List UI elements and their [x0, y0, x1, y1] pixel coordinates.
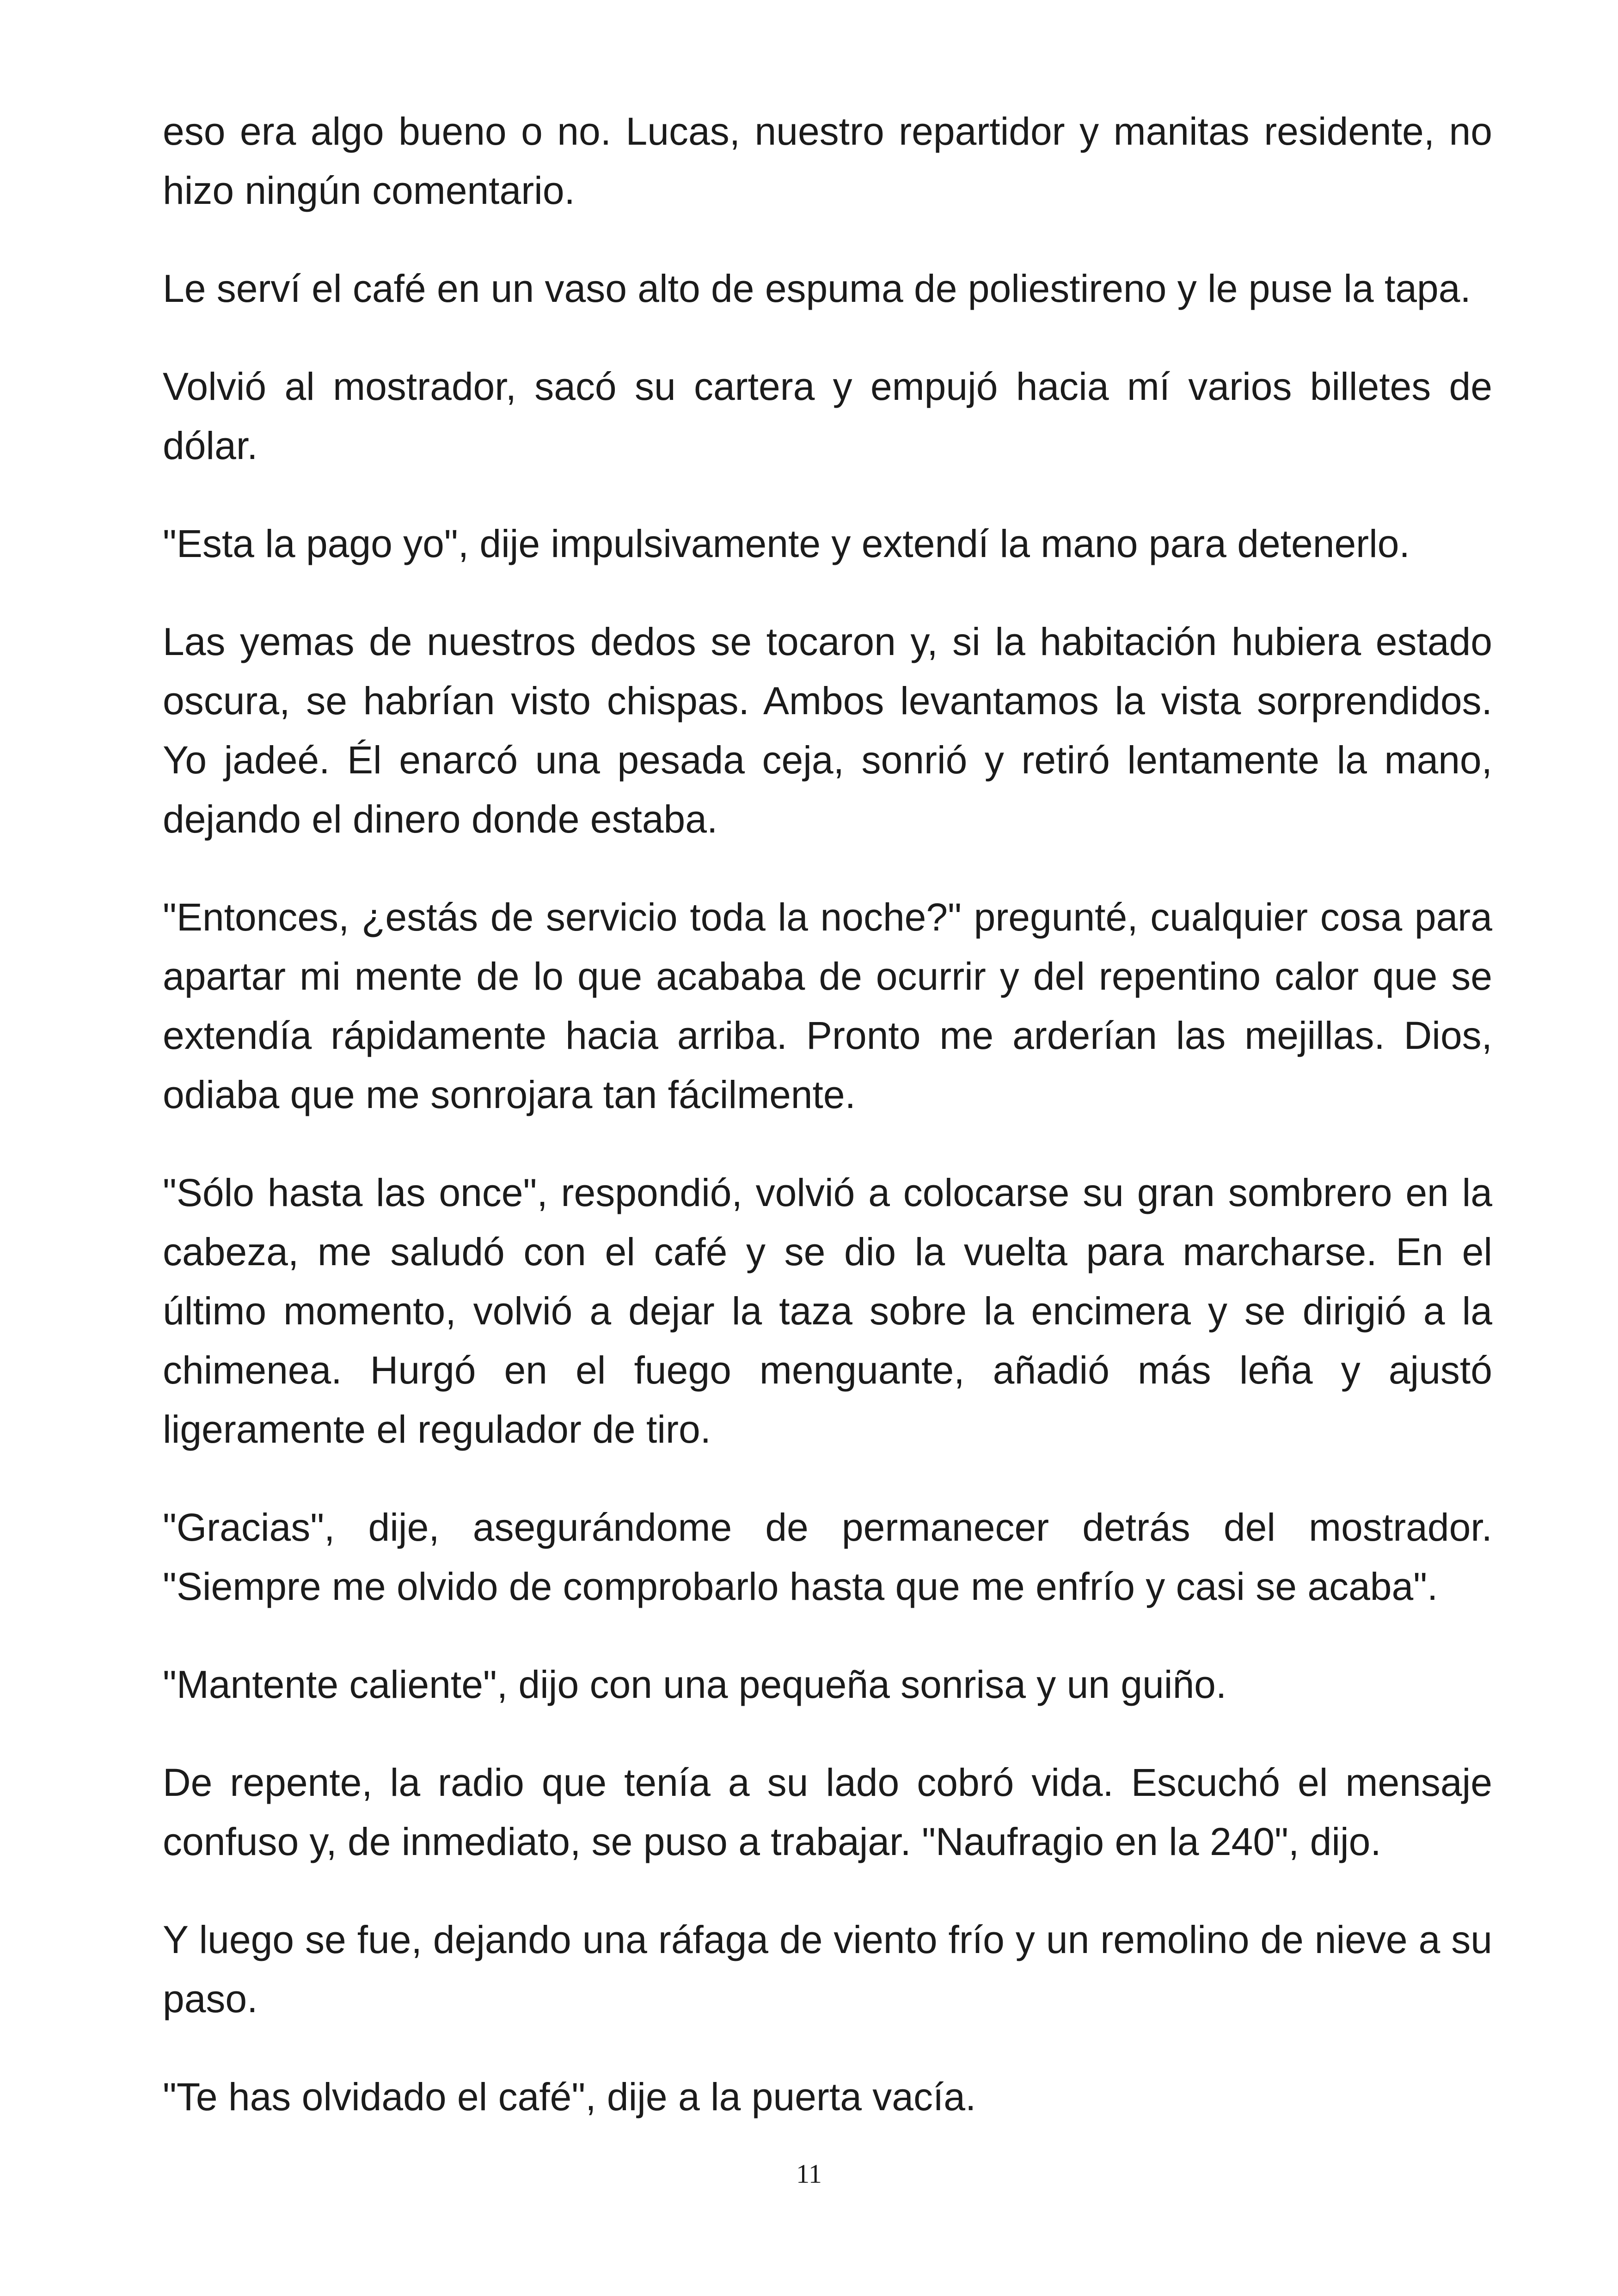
paragraph: "Entonces, ¿estás de servicio toda la noche?" pregunté, cualquier cosa para apartar mi mente de lo que acababa de ocurrir y del repentino calor que se extendía rápidamente hacia arriba. Pronto me arderían las mejillas. Dios, odiaba que me sonrojara tan fácilmente.	[163, 895, 1492, 1116]
paragraph: "Mantente caliente", dijo con una pequeña sonrisa y un guiño.	[163, 1663, 1227, 1706]
paragraph: Le serví el café en un vaso alto de espuma de poliestireno y le puse la tapa.	[163, 267, 1471, 310]
paragraph: "Esta la pago yo", dije impulsivamente y extendí la mano para detenerlo.	[163, 522, 1410, 565]
page-number: 11	[796, 2159, 822, 2189]
paragraph: De repente, la radio que tenía a su lado cobró vida. Escuchó el mensaje confuso y, de inmediato, se puso a trabajar. "Naufragio en la 240", dijo.	[163, 1761, 1492, 1863]
paragraph: "Sólo hasta las once", respondió, volvió a colocarse su gran sombrero en la cabeza, me saludó con el café y se dio la vuelta para marcharse. En el último momento, volvió a dejar la taza sobre la encimera y se dirigió a la chimenea. Hurgó en el fuego menguante, añadió más leña y ajustó ligeramente el regulador de tiro.	[163, 1171, 1492, 1451]
paragraph: Volvió al mostrador, sacó su cartera y empujó hacia mí varios billetes de dólar.	[163, 365, 1492, 467]
paragraph: "Te has olvidado el café", dije a la puerta vacía.	[163, 2075, 976, 2118]
paragraph: "Gracias", dije, asegurándome de permanecer detrás del mostrador. "Siempre me olvido de comprobarlo hasta que me enfrío y casi se acaba".	[163, 1506, 1492, 1608]
paragraph: Las yemas de nuestros dedos se tocaron y, si la habitación hubiera estado oscura, se habrían visto chispas. Ambos levantamos la vista sorprendidos. Yo jadeé. Él enarcó una pesada ceja, sonrió y retiró lentamente la mano, dejando el dinero donde estaba.	[163, 620, 1492, 841]
body-text	[163, 102, 1492, 2165]
paragraph: eso era algo bueno o no. Lucas, nuestro repartidor y manitas residente, no hizo ningún comentario.	[163, 110, 1492, 212]
paragraph: Y luego se fue, dejando una ráfaga de viento frío y un remolino de nieve a su paso.	[163, 1918, 1492, 2020]
